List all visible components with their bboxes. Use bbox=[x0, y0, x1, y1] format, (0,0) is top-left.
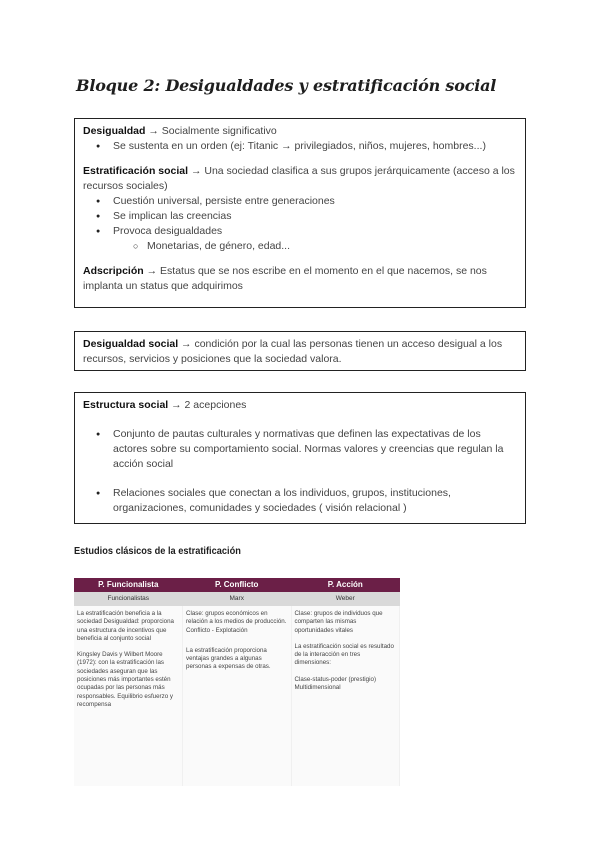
author-funcionalistas: Funcionalistas bbox=[74, 592, 183, 606]
author-marx: Marx bbox=[183, 592, 292, 606]
adscripcion-term: Adscripción bbox=[83, 265, 144, 277]
header-conflicto: P. Conflicto bbox=[183, 578, 292, 592]
estratificacion-line bbox=[83, 164, 517, 179]
adscripcion-definition-cont: implanta un status que adquirimos bbox=[83, 280, 243, 292]
estructura-social-box bbox=[74, 392, 526, 524]
desigualdad-social-line bbox=[83, 337, 517, 352]
definitions-box bbox=[74, 118, 526, 308]
table-cell bbox=[74, 606, 183, 786]
estructura-social-definition: → 2 acepciones bbox=[168, 399, 247, 411]
cell-paragraph: La estratificación social es resultado de la interacción en tres dimensiones: bbox=[294, 642, 394, 667]
desigualdad-line bbox=[83, 124, 517, 139]
desigualdad-term: Desigualdad bbox=[83, 125, 146, 137]
desigualdad-definition: → Socialmente significativo bbox=[145, 125, 277, 137]
cell-paragraph: Clase-status-poder (prestigio) Multidimensional bbox=[294, 675, 377, 692]
cell-paragraph: Clase: grupos de individuos que comparten las mismas oportunidades vitales bbox=[294, 610, 383, 634]
adscripcion-definition: → Estatus que se nos escribe en el momento en el que nacemos, se nos bbox=[143, 265, 487, 277]
estratificacion-definition: → Una sociedad clasifica a sus grupos jerárquicamente (acceso a los bbox=[188, 165, 515, 177]
table-cell bbox=[291, 606, 400, 786]
estratificacion-term: Estratificación social bbox=[83, 165, 189, 177]
table-row bbox=[74, 606, 400, 786]
list-item: ● Conjunto de pautas culturales y normativas que definen las expectativas de los bbox=[83, 427, 517, 442]
desigualdad-social-box bbox=[74, 331, 526, 371]
list-item: ● Relaciones sociales que conectan a los individuos, grupos, instituciones, bbox=[83, 486, 517, 501]
table-header-row bbox=[74, 578, 400, 592]
cell-paragraph: La estratificación beneficia a la sociedad Desigualdad: proporciona una estructura de incentivos que beneficia al conjunto social bbox=[77, 610, 175, 642]
header-accion: P. Acción bbox=[291, 578, 400, 592]
list-item: ● Cuestión universal, persiste entre generaciones bbox=[83, 194, 517, 209]
list-item: ● Se implican las creencias bbox=[83, 209, 517, 224]
cell-paragraph: La estratificación proporciona ventajas grandes a algunas personas a expensas de otras. bbox=[186, 646, 271, 671]
section-heading: Estudios clásicos de la estratificación bbox=[74, 545, 241, 557]
estructura-social-line bbox=[83, 398, 517, 413]
cell-paragraph: Conflicto - Explotación bbox=[186, 626, 248, 634]
comparison-table bbox=[74, 578, 400, 786]
list-item-cont: acción social bbox=[113, 458, 174, 470]
list-item-cont: actores sobre su comportamiento social. Normas valores y creencias que regulan la bbox=[113, 443, 504, 455]
cell-paragraph: Clase: grupos económicos en relación a los medios de producción. bbox=[186, 610, 287, 626]
desigualdad-social-term: Desigualdad social bbox=[83, 338, 179, 350]
list-item: ● Provoca desigualdades bbox=[83, 224, 517, 239]
estratificacion-definition-cont: recursos sociales) bbox=[83, 180, 168, 192]
list-item: ● Se sustenta en un orden (ej: Titanic → privilegiados, niños, mujeres, hombres...) bbox=[83, 139, 517, 154]
desigualdad-social-definition-cont: recursos, servicios y posiciones que la sociedad valora. bbox=[83, 353, 342, 365]
estructura-social-term: Estructura social bbox=[83, 399, 169, 411]
desigualdad-social-definition: → condición por la cual las personas tienen un acceso desigual a los bbox=[178, 338, 503, 350]
table-row bbox=[74, 592, 400, 606]
adscripcion-line bbox=[83, 264, 517, 279]
sub-list-item: ○ Monetarias, de género, edad... bbox=[83, 239, 517, 254]
author-weber: Weber bbox=[291, 592, 400, 606]
cell-paragraph: Kingsley Davis y Wilbert Moore (1972): con la estratificación las sociedades aseguran que las posiciones más importantes estén ocupadas por las personas más responsables. Equilibrio esfuerzo y recompensa bbox=[77, 651, 173, 708]
header-funcionalista: P. Funcionalista bbox=[74, 578, 183, 592]
page-title: Bloque 2: Desigualdades y estratificación social bbox=[76, 76, 497, 95]
table-cell bbox=[183, 606, 292, 786]
list-item-cont: organizaciones, comunidades y sociedades ( visión relacional ) bbox=[113, 502, 407, 514]
